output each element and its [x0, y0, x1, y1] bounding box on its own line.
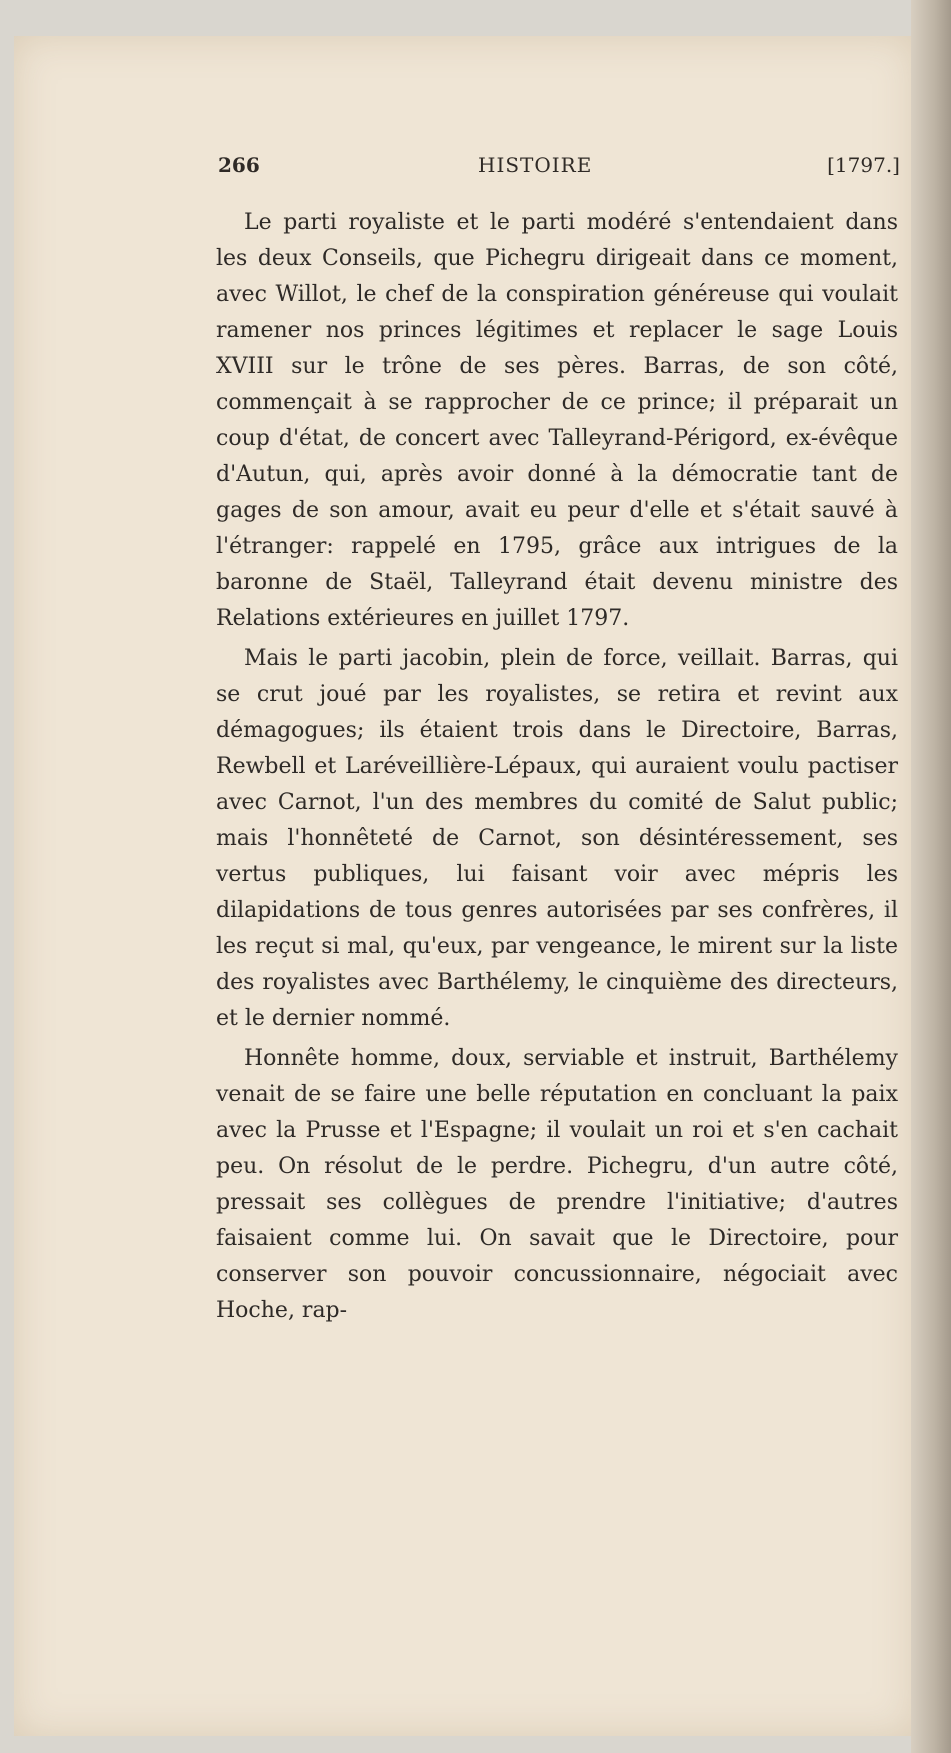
paragraph-1: Le parti royaliste et le parti modéré s'entendaient dans les deux Conseils, que Pichegru dirigeait dans ce moment, avec Willot, le chef de la conspiration généreuse qui voulait ramener nos princes légitimes et replacer le sage Louis XVIII sur le trône de ses pères. Barras, de son côté, commençait à se rapprocher de ce prince; il préparait un coup d'état, de concert avec Talleyrand-Périgord, ex-évêque d'Autun, qui, après avoir donné à la démocratie tant de gages de son amour, avait eu peur d'elle et s'était sauvé à l'étranger: rappelé en 1795, grâce aux intrigues de la baronne de Staël, Talleyrand était devenu ministre des Relations extérieures en juillet 1797. [216, 210, 898, 631]
page-binding-edge [911, 0, 951, 1753]
running-header [218, 153, 900, 183]
paragraph-3: Honnête homme, doux, serviable et instruit, Barthélemy venait de se faire une belle réputation en concluant la paix avec la Prusse et l'Espagne; il voulait un roi et s'en cachait peu. On résolut de le perdre. Pichegru, d'un autre côté, pressait ses collègues de prendre l'initiative; d'autres faisaient comme lui. On savait que le Directoire, pour conserver son pouvoir concussionnaire, négociait avec Hoche, rap- [216, 1046, 898, 1323]
body-text [216, 205, 898, 1333]
page-number: 266 [218, 153, 260, 177]
running-title: HISTOIRE [478, 153, 593, 177]
paragraph-2: Mais le parti jacobin, plein de force, veillait. Barras, qui se crut joué par les royalistes, se retira et revint aux démagogues; ils étaient trois dans le Directoire, Barras, Rewbell et Laréveillière-Lépaux, qui auraient voulu pactiser avec Carnot, l'un des membres du comité de Salut public; mais l'honnêteté de Carnot, son désintéressement, ses vertus publiques, lui faisant voir avec mépris les dilapidations de tous genres autorisées par ses confrères, il les reçut si mal, qu'eux, par vengeance, le mirent sur la liste des royalistes avec Barthélemy, le cinquième des directeurs, et le dernier nommé. [216, 646, 898, 1031]
running-year: [1797.] [827, 153, 900, 177]
